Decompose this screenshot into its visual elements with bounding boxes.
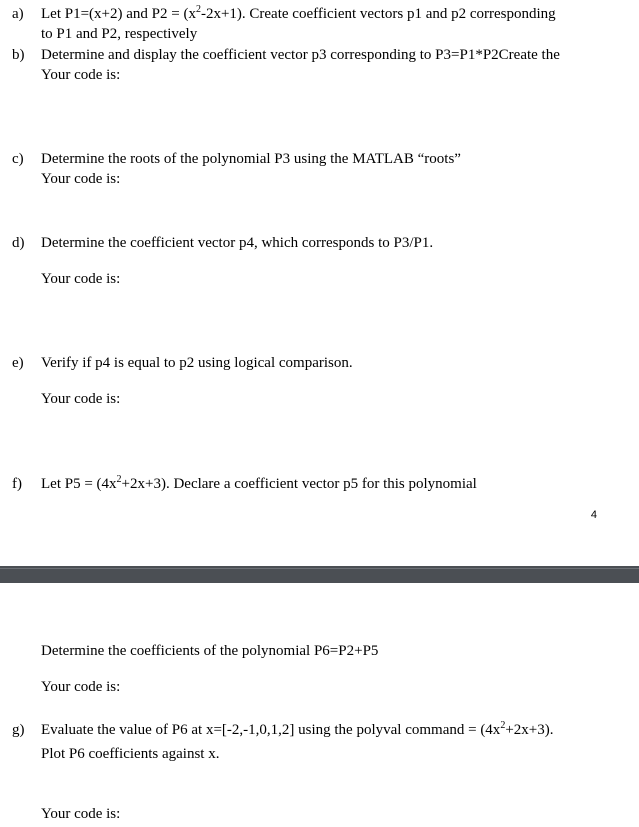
item-f-label: f) (12, 476, 22, 492)
item-f-line1: Let $P5 = (4x^2+2x+3)$. Declare a coefficient vector p5 for this polynomial (41, 474, 477, 492)
document-page-5 (0, 583, 639, 827)
item-e-line1: Verify if p4 is equal to p2 using logical comparison. (41, 355, 353, 371)
item-a-line1: Let P1=(x+2) and $P2 = (x^2-2x+1)$. Create coefficient vectors p1 and p2 corresponding (41, 4, 556, 22)
item-d-line1: Determine the coefficient vector p4, which corresponds to P3/P1. (41, 235, 434, 251)
page-separator (0, 566, 639, 583)
superscript: 2 (500, 720, 506, 731)
item-e-code-prompt: Your code is: (41, 391, 121, 407)
item-c-label: c) (12, 151, 24, 167)
item-c-code-prompt: Your code is: (41, 171, 121, 187)
superscript: 2 (195, 4, 201, 15)
item-e-label: e) (12, 355, 24, 371)
item-a-line2: to P1 and P2, respectively (41, 26, 198, 42)
page-number: 4 (590, 509, 597, 521)
item-f-code-prompt: Your code is: (41, 679, 121, 695)
item-f-continuation-line1: Determine the coefficients of the polynomial P6=P2+P5 (41, 643, 379, 659)
item-c-line1: Determine the roots of the polynomial P3 using the MATLAB “roots” (41, 151, 461, 167)
item-g-code-prompt: Your code is: (41, 806, 121, 822)
item-a-label: a) (12, 6, 24, 22)
item-g-line2: Plot P6 coefficients against x. (41, 746, 220, 762)
item-b-label: b) (12, 47, 25, 63)
item-b-line1: Determine and display the coefficient vector p3 corresponding to P3=P1*P2Create the (41, 47, 560, 63)
item-d-code-prompt: Your code is: (41, 271, 121, 287)
item-g-line1: Evaluate the value of P6 at x=[-2,-1,0,1,2] using the polyval command = $(4x^2+2x+3)$. (41, 720, 554, 738)
superscript: 2 (116, 474, 122, 485)
item-d-label: d) (12, 235, 25, 251)
item-g-label: g) (12, 722, 25, 738)
item-b-code-prompt: Your code is: (41, 67, 121, 83)
